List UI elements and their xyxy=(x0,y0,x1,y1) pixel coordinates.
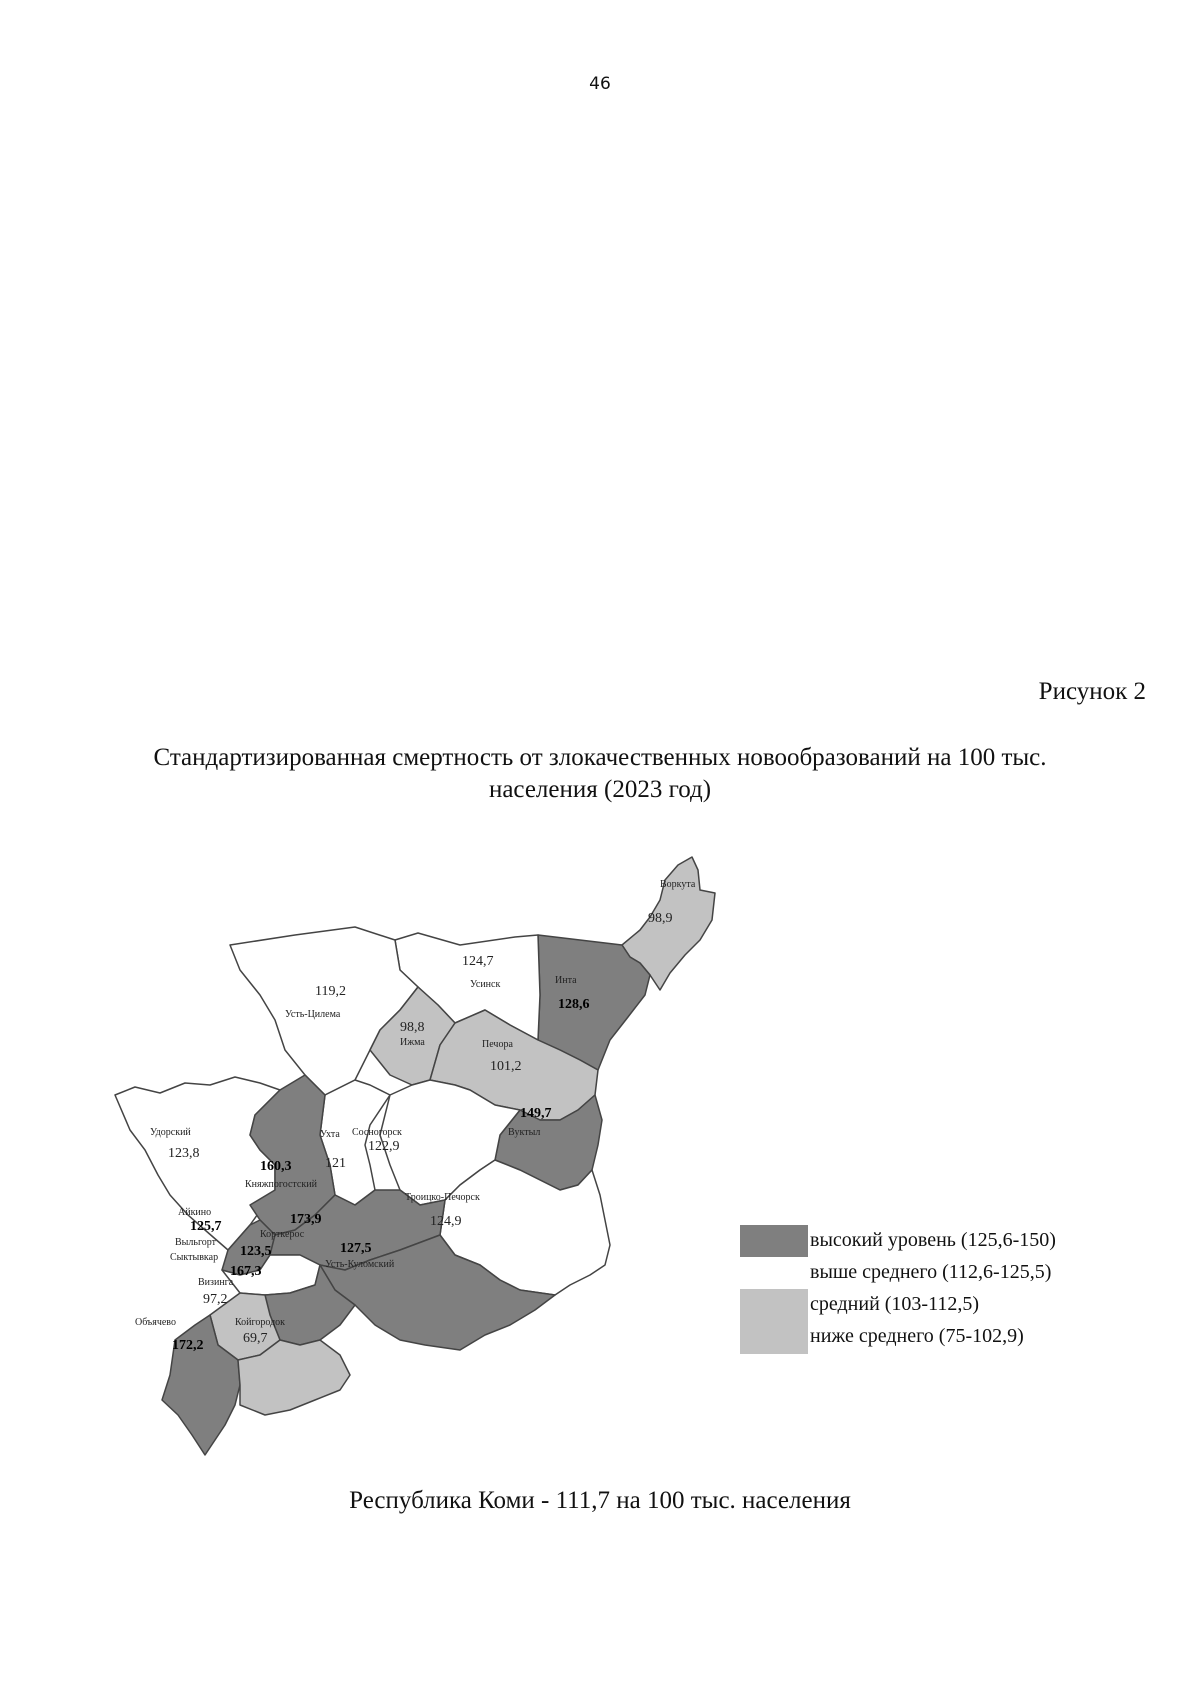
legend-swatch-average xyxy=(740,1289,808,1322)
map-name-pechora: Печора xyxy=(482,1039,513,1050)
map-name-vuktyl: Вуктыл xyxy=(508,1127,541,1138)
map-name-obyachevo: Объячево xyxy=(135,1317,176,1328)
map-name-vylgort: Выльгорт xyxy=(175,1237,217,1248)
map-value-usinsk: 124,7 xyxy=(462,954,494,969)
legend-swatch-high xyxy=(740,1225,808,1258)
map-name-ukhta: Ухта xyxy=(320,1129,340,1140)
map-name-kortkeros: Корткерос xyxy=(260,1229,305,1240)
map-name-knyazhpogost: Княжпогостский xyxy=(245,1179,317,1190)
map-value-udorsky: 123,8 xyxy=(168,1146,200,1161)
map-value-vylgort: 123,5 xyxy=(240,1244,272,1259)
map-name-syktyvkar: Сыктывкар xyxy=(170,1252,219,1263)
map-value-ust-tsilma: 119,2 xyxy=(315,984,346,999)
legend-swatch-above-average xyxy=(740,1257,808,1290)
map-value-pechora: 101,2 xyxy=(490,1059,522,1074)
figure-title-line-1: Стандартизированная смертность от злокачественных новообразований на 100 тыс. xyxy=(153,744,1047,771)
map-value-sosnogorsk: 122,9 xyxy=(368,1139,400,1154)
map-value-kortkeros: 173,9 xyxy=(290,1212,322,1227)
figure-label: Рисунок 2 xyxy=(1038,678,1146,705)
map-name-troitsko-pechorsk: Троицко-Печорск xyxy=(405,1192,480,1203)
map-value-koygorodok: 69,7 xyxy=(243,1331,268,1346)
legend-label-high: высокий уровень (125,6-150) xyxy=(810,1229,1056,1251)
legend-label-above-average: выше среднего (112,6-125,5) xyxy=(810,1261,1052,1283)
page-number: 46 xyxy=(589,74,611,94)
map-name-izhma: Ижма xyxy=(400,1037,425,1048)
map-name-vorkuta: Воркута xyxy=(660,879,696,890)
figure-title xyxy=(100,742,1100,806)
figure-title-line-2: населения (2023 год) xyxy=(488,776,712,803)
legend-label-below-average: ниже среднего (75-102,9) xyxy=(810,1325,1024,1347)
map-name-usinsk: Усинск xyxy=(470,979,501,990)
komi-republic-map xyxy=(100,845,740,1465)
footer-note: Республика Коми - 111,7 на 100 тыс. населения xyxy=(349,1487,851,1514)
map-value-vuktyl: 149,7 xyxy=(520,1106,552,1121)
map-name-udorsky: Удорский xyxy=(150,1127,191,1138)
map-value-syktyvkar: 167,3 xyxy=(230,1264,262,1279)
legend-swatch-below-average xyxy=(740,1321,808,1354)
legend-label-average: средний (103-112,5) xyxy=(810,1293,980,1315)
map-value-aikino: 125,7 xyxy=(190,1219,222,1234)
map-value-inta: 128,6 xyxy=(558,997,590,1012)
map-value-obyachevo: 172,2 xyxy=(172,1338,204,1353)
map-value-izhma: 98,8 xyxy=(400,1020,425,1035)
map-name-koygorodok: Койгородок xyxy=(235,1317,286,1328)
map-name-aikino: Айкино xyxy=(178,1207,212,1218)
map-value-vorkuta: 98,9 xyxy=(648,911,673,926)
map-name-vizinga: Визинга xyxy=(198,1277,234,1288)
map-value-ust-kulom: 127,5 xyxy=(340,1241,372,1256)
map-value-ukhta: 121 xyxy=(325,1156,346,1171)
map-value-knyazhpogost: 160,3 xyxy=(260,1159,292,1174)
map-name-ust-tsilma: Усть-Цилема xyxy=(285,1009,341,1020)
map-name-inta: Инта xyxy=(555,975,577,986)
map-value-troitsko-pechorsk: 124,9 xyxy=(430,1214,462,1229)
map-value-vizinga: 97,2 xyxy=(203,1292,228,1307)
map-name-ust-kulom: Усть-Куломский xyxy=(325,1259,395,1270)
map-name-sosnogorsk: Сосногорск xyxy=(352,1127,402,1138)
